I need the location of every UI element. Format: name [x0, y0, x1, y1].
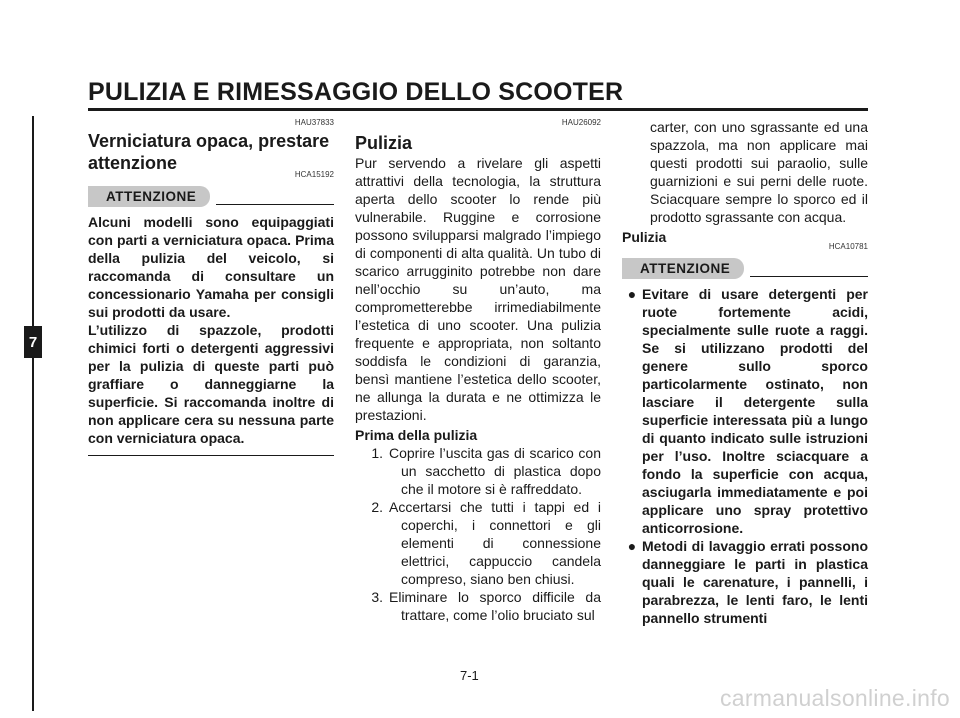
caution-rule [216, 204, 334, 205]
page-title: PULIZIA E RIMESSAGGIO DELLO SCOOTER [88, 78, 624, 106]
step-continuation: carter, con uno sgrassante ed una spazzola, ma non applicare mai questi prodotti sui paraolio, sulle guarnizioni e sui perni delle ruote. Sciacquare sempre lo sporco ed il prodotto sgrassante con acqua. [650, 119, 868, 225]
caution-label: ATTENZIONE [622, 258, 744, 279]
list-item [355, 588, 601, 624]
caution-code: HCA10781 [828, 242, 868, 251]
caution-header [88, 186, 334, 207]
caution-paragraph-2: L’utilizzo di spazzole, prodotti chimici forti o detergenti aggressivi per la pulizia di queste parti può graffiare o danneggiarne la superficie. Si raccomanda inoltre di non applicare cera su nessuna parte con verniciatura opaca. [88, 322, 334, 446]
title-rule [88, 108, 868, 111]
list-item [355, 498, 601, 588]
list-item [355, 444, 601, 498]
subheading-before-cleaning: Prima della pulizia [355, 427, 478, 443]
subheading-cleaning: Pulizia [622, 229, 667, 245]
bullet-text: Evitare di usare detergenti per ruote fortemente acidi, specialmente sulle ruote a raggi. Se si utilizzano prodotti del genere sullo sporco particolarmente ostinato, non lasciare il detergente sulla superficie interessata più a lungo di quanto indicato sulle istruzioni per l’uso. Inoltre sciacquare a fondo la superficie con acqua, asciugarla immediatamente e poi applicare uno spray protettivo anticorrosione. [642, 286, 868, 536]
column-cleaning-continued [622, 118, 868, 627]
column-cleaning [355, 118, 601, 624]
step-text: Coprire l’uscita gas di scarico con un sacchetto di plastica dopo che il motore si è raffreddato. [389, 445, 601, 497]
list-item [622, 285, 868, 537]
step-text: Accertarsi che tutti i tappi ed i coperchi, i connettori e gli elementi di connessione elettrici, cappuccio candela compreso, siano ben chiusi. [389, 499, 601, 587]
step-number: 2. [371, 499, 383, 515]
caution-label: ATTENZIONE [88, 186, 210, 207]
caution-code: HCA15192 [294, 170, 334, 179]
chapter-bar [32, 116, 34, 711]
section-code: HAU37833 [294, 118, 334, 127]
chapter-tab: 7 [24, 326, 42, 358]
list-item [622, 537, 868, 627]
column-matte-paint [88, 118, 334, 456]
caution-rule [750, 276, 868, 277]
bullet-icon: ● [627, 286, 637, 302]
caution-paragraph-1: Alcuni modelli sono equipaggiati con parti a verniciatura opaca. Prima della pulizia del veicolo, si raccomanda di consultare un concessionario Yamaha per consigli sui prodotti da usare. [88, 214, 334, 320]
watermark: carmanualsonline.info [719, 685, 950, 711]
step-number: 1. [371, 445, 383, 461]
section-heading-matte-paint: Verniciatura opaca, prestare attenzione [88, 131, 330, 173]
caution-end-rule [88, 455, 334, 456]
section-heading-cleaning: Pulizia [355, 133, 413, 153]
step-text: Eliminare lo sporco difficile da trattare, come l’olio bruciato sul [389, 589, 601, 623]
section-code: HAU26092 [561, 118, 601, 127]
intro-paragraph: Pur servendo a rivelare gli aspetti attrattivi della tecnologia, la struttura aperta dello scooter lo rende più vulnerabile. Ruggine e corrosione possono svilupparsi malgrado l’impiego di componenti di alta qualità. Un tubo di scarico arrugginito potrebbe non dare nell’occhio su un’auto, ma comprometterebbe irrimediabilmente l’estetica di uno scooter. Una pulizia frequente e appropriata, non soltanto soddisfa le condizioni di garanzia, bensì mantiene l’estetica dello scooter, ne allunga la durata e ne ottimizza le prestazioni. [355, 155, 601, 423]
step-number: 3. [371, 589, 383, 605]
page-number: 7-1 [460, 668, 479, 683]
caution-header [622, 258, 868, 279]
bullet-text: Metodi di lavaggio errati possono danneggiare le parti in plastica quali le carenature, i pannelli, i parabrezza, le lenti faro, le lenti pannello strumenti [642, 538, 868, 626]
bullet-icon: ● [627, 538, 637, 554]
